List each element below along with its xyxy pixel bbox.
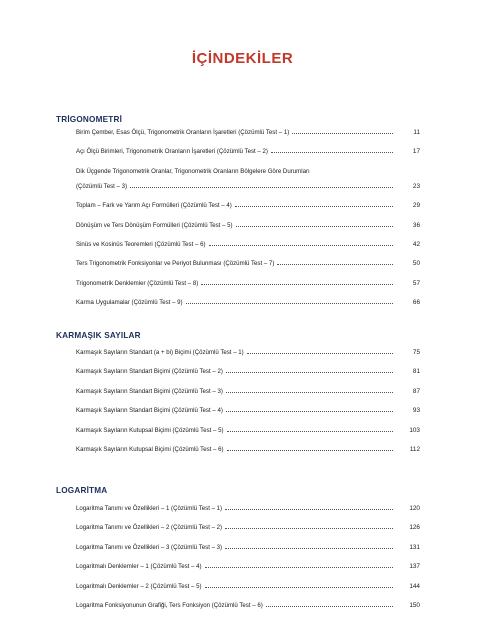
toc-entry[interactable] <box>76 238 420 257</box>
entry-title: Birim Çember, Esas Ölçü, Trigonometrik Oranların İşaretleri (Çözümlü Test – 1) <box>76 129 290 136</box>
entry-page: 75 <box>412 349 420 356</box>
toc-entry[interactable] <box>76 277 420 296</box>
dot-leader <box>277 257 393 265</box>
dot-leader <box>209 238 394 246</box>
entry-page: 126 <box>409 524 420 532</box>
toc-entry[interactable] <box>76 404 420 423</box>
toc-entry[interactable] <box>76 126 420 145</box>
toc-entry[interactable] <box>76 443 420 462</box>
dot-leader <box>225 541 393 549</box>
entry-page: 87 <box>412 387 420 395</box>
entry-page: 137 <box>409 563 420 571</box>
entry-page: 57 <box>412 279 420 287</box>
entry-title: Logaritma Tanımı ve Özellikleri – 2 (Çözümlü Test – 2) <box>76 524 223 532</box>
entry-page: 66 <box>412 299 420 307</box>
toc-entry[interactable] <box>76 599 420 618</box>
entry-title: Karmaşık Sayıların Kutupsal Biçimi (Çözümlü Test – 6) <box>76 445 224 453</box>
toc-entry[interactable] <box>76 180 420 199</box>
entry-page: 17 <box>412 148 420 156</box>
dot-leader <box>227 443 393 451</box>
entry-page: 120 <box>409 505 420 512</box>
dot-leader <box>226 365 393 373</box>
dot-leader <box>313 165 393 172</box>
entry-page: 50 <box>412 260 420 268</box>
entry-title: Logaritma Tanımı ve Özellikleri – 3 (Çözümlü Test – 3) <box>76 543 223 551</box>
toc-entry[interactable] <box>76 502 420 521</box>
dot-leader <box>205 560 393 568</box>
entry-page: 36 <box>412 221 420 229</box>
entry-title: Karma Uygulamalar (Çözümlü Test – 9) <box>76 299 183 307</box>
toc-entry[interactable] <box>76 257 420 276</box>
dot-leader <box>226 404 393 412</box>
entry-title: Dönüşüm ve Ters Dönüşüm Formülleri (Çözümlü Test – 5) <box>76 221 233 229</box>
dot-leader <box>226 385 393 393</box>
dot-leader <box>247 346 393 354</box>
dot-leader <box>271 145 393 153</box>
toc-entry[interactable] <box>76 560 420 579</box>
toc-entry[interactable] <box>76 145 420 164</box>
entry-page: 144 <box>409 582 420 590</box>
entry-title: Logaritma Fonksiyonunun Grafiği, Ters Fonksiyon (Çözümlü Test – 6) <box>76 601 263 609</box>
entry-title: (Çözümlü Test – 3) <box>76 182 128 190</box>
entry-title: Trigonometrik Denklemler (Çözümlü Test – 8) <box>76 279 199 287</box>
entry-title: Toplam – Fark ve Yarım Açı Formülleri (Çözümlü Test – 4) <box>76 202 232 210</box>
section-entries-trigonometri <box>76 126 420 316</box>
entry-title: Karmaşık Sayıların Standart Biçimi (Çözümlü Test – 4) <box>76 407 223 415</box>
entry-title: Sinüs ve Kosinüs Teoremleri (Çözümlü Test – 6) <box>76 240 206 248</box>
dot-leader <box>292 126 393 134</box>
toc-entry[interactable] <box>76 541 420 560</box>
toc-entry[interactable] <box>76 521 420 540</box>
dot-leader <box>130 180 393 188</box>
entry-page: 29 <box>412 202 420 210</box>
toc-entry[interactable] <box>76 165 420 180</box>
dot-leader <box>266 599 393 607</box>
entry-page: 11 <box>413 129 420 136</box>
entry-page: 150 <box>409 601 420 609</box>
entry-title: Logaritma Tanımı ve Özellikleri – 1 (Çözümlü Test – 1) <box>76 505 223 512</box>
dot-leader <box>201 277 393 285</box>
dot-leader <box>225 502 393 510</box>
dot-leader <box>236 219 393 227</box>
dot-leader <box>225 521 393 529</box>
toc-entry[interactable] <box>76 365 420 384</box>
entry-title: Karmaşık Sayıların Kutupsal Biçimi (Çözümlü Test – 5) <box>76 426 224 434</box>
entry-title: Karmaşık Sayıların Standart (a + bi) Biçimi (Çözümlü Test – 1) <box>76 349 244 356</box>
dot-leader <box>186 296 393 304</box>
entry-page <box>398 165 420 168</box>
entry-title: Logaritmalı Denklemler – 1 (Çözümlü Test – 4) <box>76 563 202 571</box>
entry-title: Dik Üçgende Trigonometrik Oranlar, Trigonometrik Oranların Bölgelere Göre Durumları <box>76 167 310 175</box>
toc-entry[interactable] <box>76 219 420 238</box>
toc-entry[interactable] <box>76 346 420 365</box>
entry-page: 93 <box>412 407 420 415</box>
entry-title: Karmaşık Sayıların Standart Biçimi (Çözümlü Test – 2) <box>76 368 223 376</box>
toc-entry[interactable] <box>76 385 420 404</box>
entry-page: 42 <box>412 240 420 248</box>
entry-page: 81 <box>412 368 420 376</box>
entry-page: 131 <box>409 543 420 551</box>
entry-title: Logaritmalı Denklemler – 2 (Çözümlü Test – 5) <box>76 582 202 590</box>
toc-entry[interactable] <box>76 199 420 218</box>
entry-page: 112 <box>409 445 420 453</box>
toc-entry[interactable] <box>76 580 420 599</box>
entry-title: Karmaşık Sayıların Standart Biçimi (Çözümlü Test – 3) <box>76 387 223 395</box>
dot-leader <box>235 199 393 207</box>
entry-title: Açı Ölçü Birimleri, Trigonometrik Oranların İşaretleri (Çözümlü Test – 2) <box>76 148 268 156</box>
dot-leader <box>227 424 393 432</box>
entry-page: 23 <box>412 182 420 190</box>
section-heading-karmasik-sayilar: KARMAŞIK SAYILAR <box>56 331 141 340</box>
page-title: İÇİNDEKİLER <box>191 50 294 67</box>
entry-title: Ters Trigonometrik Fonksiyonlar ve Periyot Bulunması (Çözümlü Test – 7) <box>76 260 275 268</box>
toc-entry[interactable] <box>76 424 420 443</box>
toc-entry[interactable] <box>76 296 420 315</box>
section-entries-logaritma <box>76 502 420 618</box>
section-heading-logaritma: LOGARİTMA <box>56 486 108 495</box>
section-heading-trigonometri: TRİGONOMETRİ <box>56 115 123 124</box>
section-entries-karmasik-sayilar <box>76 346 420 462</box>
dot-leader <box>205 580 393 588</box>
entry-page: 103 <box>409 426 420 434</box>
